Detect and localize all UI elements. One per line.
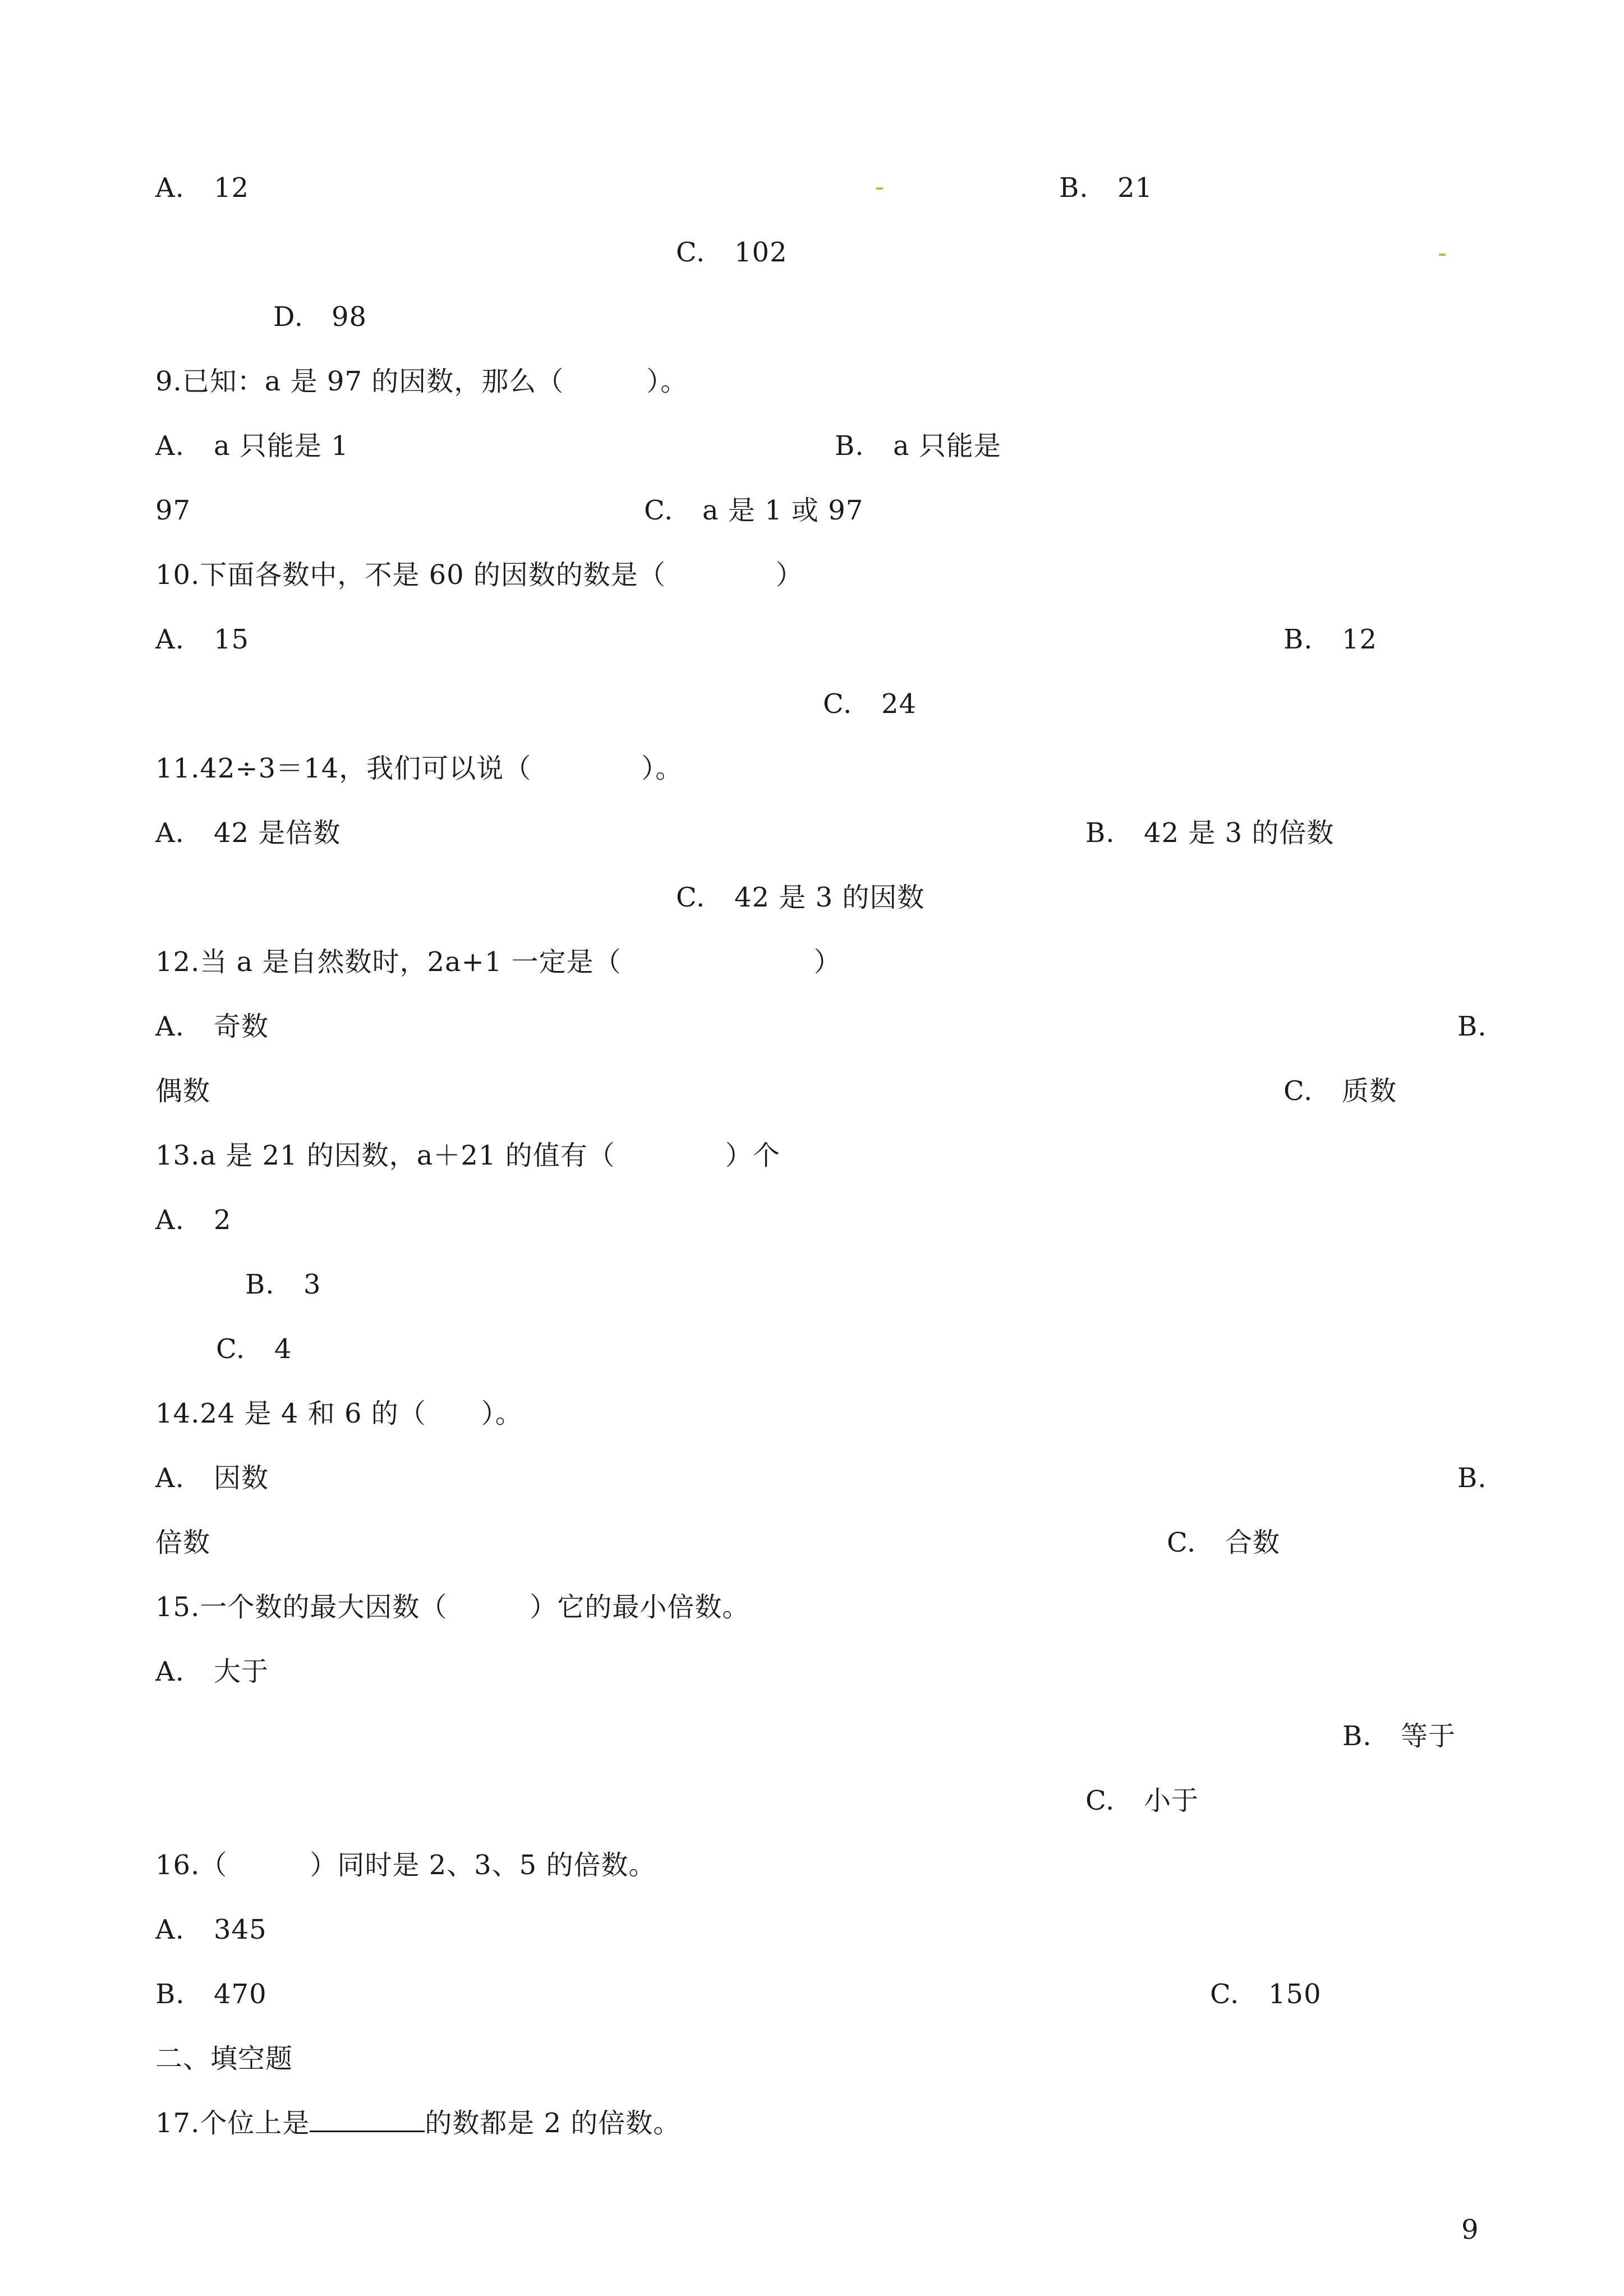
q16-option-a <box>155 1913 267 1947</box>
option-letter: C. <box>644 495 674 526</box>
option-letter: A. <box>155 1011 185 1042</box>
option-letter: A. <box>155 430 185 462</box>
q8-option-c <box>676 236 788 269</box>
answer-blank[interactable] <box>310 2108 425 2132</box>
question-16-stem: 16.（ ）同时是 2、3、5 的倍数。 <box>155 1849 656 1881</box>
option-letter: C. <box>1283 1075 1313 1107</box>
option-text: 合数 <box>1225 1527 1281 1558</box>
option-text: 98 <box>332 301 367 333</box>
q8-option-b <box>1059 171 1153 205</box>
option-text: 小于 <box>1144 1785 1199 1816</box>
scan-mark <box>876 187 883 190</box>
q15-option-a <box>155 1655 269 1688</box>
section-heading: 二、填空题 <box>155 2043 293 2074</box>
option-text: a 是 1 或 97 <box>702 495 864 526</box>
q11-option-b <box>1085 816 1334 850</box>
option-letter: B. <box>245 1269 275 1300</box>
q14-option-a <box>155 1461 269 1495</box>
question-17-after: 的数都是 2 的倍数。 <box>425 2108 681 2139</box>
question-9-stem: 9.已知：a 是 97 的因数，那么（ ）。 <box>155 366 688 397</box>
q14-option-c <box>1167 1526 1280 1559</box>
option-text: 150 <box>1268 1978 1322 2010</box>
option-letter: B. <box>1085 817 1115 849</box>
q13-option-c <box>216 1332 292 1366</box>
q13-option-a <box>155 1203 232 1237</box>
q16-option-c <box>1210 1977 1322 2011</box>
question-14-stem: 14.24 是 4 和 6 的（ ）。 <box>155 1398 523 1429</box>
q12-option-b <box>1457 1010 1487 1043</box>
option-text: 等于 <box>1401 1720 1456 1752</box>
option-letter: C. <box>1210 1978 1240 2010</box>
option-letter: B. <box>835 430 864 462</box>
q14-option-b-continuation: 倍数 <box>155 1527 211 1558</box>
option-text: 12 <box>1342 624 1378 655</box>
option-letter: B. <box>1059 172 1089 204</box>
option-text: 345 <box>214 1914 267 1945</box>
option-text: 42 是倍数 <box>214 817 341 849</box>
option-letter: B. <box>1283 624 1313 655</box>
option-text: 15 <box>214 624 250 655</box>
q10-option-c <box>823 687 917 721</box>
option-letter: C. <box>823 688 853 720</box>
q9-option-a <box>155 429 349 463</box>
q11-option-a <box>155 816 341 850</box>
option-text: 大于 <box>214 1656 269 1687</box>
question-17-before: 17.个位上是 <box>155 2108 310 2139</box>
option-text: 24 <box>881 688 917 720</box>
q9-option-c <box>644 494 863 527</box>
option-text: a 只能是 1 <box>214 430 349 462</box>
option-text: 102 <box>734 237 788 268</box>
q10-option-b <box>1283 623 1377 656</box>
q12-option-a <box>155 1010 269 1043</box>
question-10-stem: 10.下面各数中，不是 60 的因数的数是（ ） <box>155 559 803 591</box>
option-text: 3 <box>303 1269 321 1300</box>
option-letter: B. <box>1457 1011 1487 1042</box>
option-text: 质数 <box>1342 1075 1397 1107</box>
option-letter: A. <box>155 1462 185 1494</box>
question-17 <box>155 2106 680 2140</box>
q12-option-b-continuation: 偶数 <box>155 1075 211 1107</box>
option-text: 21 <box>1117 172 1153 204</box>
q15-option-c <box>1085 1784 1199 1818</box>
q9-option-b <box>835 429 1001 463</box>
option-letter: A. <box>155 1204 185 1236</box>
q12-option-c <box>1283 1074 1397 1108</box>
option-text: 奇数 <box>214 1011 269 1042</box>
q9-option-b-continuation: 97 <box>155 495 191 526</box>
question-15-stem: 15.一个数的最大因数（ ）它的最小倍数。 <box>155 1591 750 1623</box>
option-letter: A. <box>155 1656 185 1687</box>
q8-option-d <box>273 300 367 334</box>
option-letter: A. <box>155 624 185 655</box>
option-text: a 只能是 <box>893 430 1001 462</box>
option-text: 因数 <box>214 1462 269 1494</box>
q10-option-a <box>155 623 249 656</box>
q13-option-b <box>245 1268 321 1301</box>
option-text: 470 <box>214 1978 267 2010</box>
option-letter: C. <box>1085 1785 1115 1816</box>
option-letter: C. <box>216 1333 246 1365</box>
option-letter: A. <box>155 1914 185 1945</box>
option-letter: A. <box>155 172 185 204</box>
q11-option-c <box>676 881 924 914</box>
option-letter: B. <box>1342 1720 1372 1752</box>
q8-option-a <box>155 171 249 205</box>
q14-option-b <box>1457 1461 1487 1495</box>
option-text: 12 <box>214 172 250 204</box>
option-letter: A. <box>155 817 185 849</box>
option-letter: C. <box>1167 1527 1197 1558</box>
option-letter: C. <box>676 882 706 913</box>
option-text: 42 是 3 的因数 <box>734 882 925 913</box>
question-11-stem: 11.42÷3＝14，我们可以说（ ）。 <box>155 753 683 784</box>
question-12-stem: 12.当 a 是自然数时，2a+1 一定是（ ） <box>155 946 841 978</box>
option-text: 2 <box>214 1204 232 1236</box>
question-13-stem: 13.a 是 21 的因数，a＋21 的值有（ ）个 <box>155 1140 780 1171</box>
option-letter: D. <box>273 301 304 333</box>
option-letter: B. <box>155 1978 185 2010</box>
q16-option-b <box>155 1977 267 2011</box>
option-letter: B. <box>1457 1462 1487 1494</box>
option-text: 42 是 3 的倍数 <box>1144 817 1335 849</box>
q15-option-b <box>1342 1719 1456 1753</box>
scan-mark <box>1439 254 1446 256</box>
option-text: 4 <box>274 1333 292 1365</box>
option-letter: C. <box>676 237 706 268</box>
page-number: 9 <box>1461 2214 1479 2246</box>
